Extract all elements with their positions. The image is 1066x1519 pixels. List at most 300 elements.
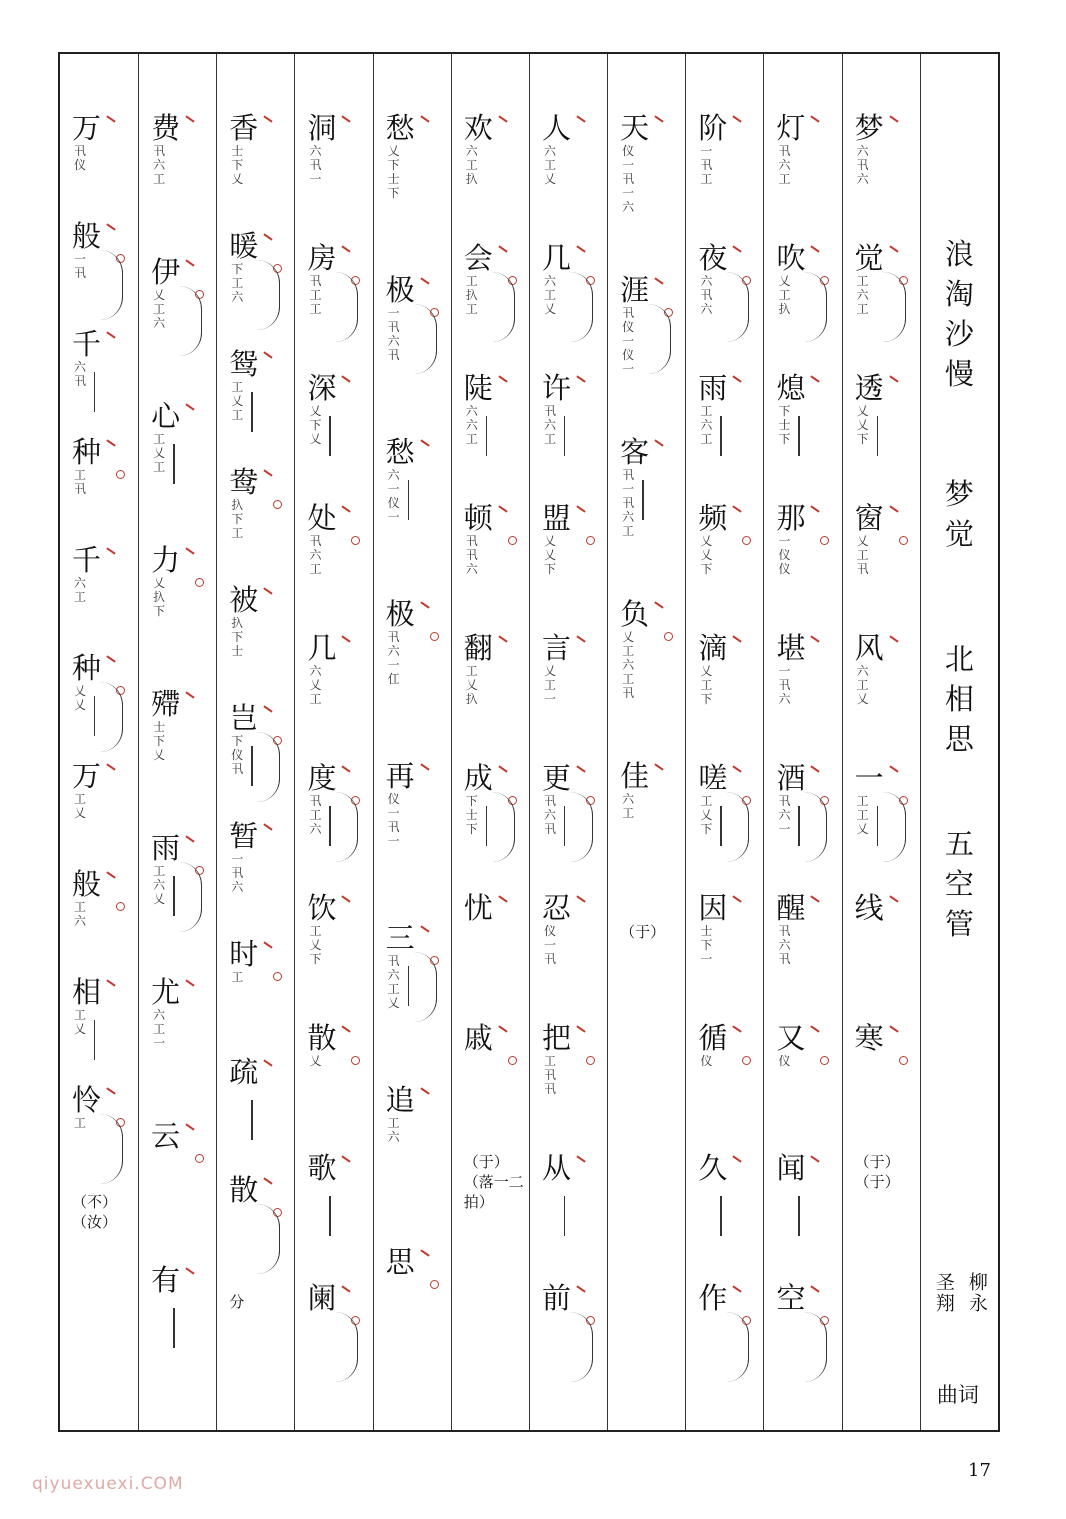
- lyric-char: 阶: [698, 111, 728, 145]
- gongche-note: 六: [543, 274, 556, 288]
- beat-tick-mark: [264, 705, 273, 712]
- lyric-char: 散: [229, 1173, 259, 1207]
- lyric-char: 般: [71, 867, 101, 901]
- gongche-note: 六: [700, 274, 713, 288]
- gongche-note: 下: [231, 158, 244, 172]
- gongche-note: 下: [778, 404, 791, 418]
- lyric-char: 欢: [463, 111, 493, 145]
- lyric-cell: [307, 762, 336, 892]
- gongche-note: 一: [387, 510, 400, 524]
- beat-circle-mark: [116, 470, 125, 479]
- gongche-note: 工: [778, 172, 791, 186]
- lyric-cell: [855, 1022, 900, 1152]
- gongche-note: 下: [309, 952, 322, 966]
- lyric-char: 觉: [854, 241, 884, 275]
- score-column-5: [529, 54, 607, 1430]
- gongche-note: 六: [543, 808, 556, 822]
- beat-tick-mark: [811, 505, 820, 512]
- lyric-cell: [855, 502, 900, 632]
- sustain-line: [564, 1196, 566, 1236]
- gongche-note: 六: [856, 288, 869, 302]
- lyric-cell: [151, 1264, 180, 1408]
- score-frame: [58, 52, 1000, 1432]
- gongche-note: 仪: [622, 144, 635, 158]
- lyric-cell: [72, 544, 117, 652]
- beat-tick-mark: [811, 1285, 820, 1292]
- sustain-line: [486, 806, 488, 846]
- gongche-note: 六: [153, 878, 166, 892]
- gongche-note: 工: [73, 900, 86, 914]
- gongche-note: 仪: [387, 792, 400, 806]
- aside-note: （于）: [854, 1173, 900, 1191]
- gongche-note: 工: [309, 562, 322, 576]
- lyric-cell: [620, 436, 665, 598]
- score-column-6: [451, 54, 529, 1430]
- gongche-note: 下: [153, 734, 166, 748]
- gongche-note: 一: [543, 938, 556, 952]
- beat-circle-mark: [430, 1280, 439, 1289]
- gongche-note: 乂: [856, 418, 869, 432]
- gongche-note: 工: [465, 274, 478, 288]
- lyric-cell: [776, 1282, 805, 1412]
- gongche-note: 士: [153, 720, 166, 734]
- gongche-note: 乂: [622, 630, 635, 644]
- section-title: 梦 觉: [944, 477, 974, 551]
- aside-note: （于）: [854, 1153, 900, 1171]
- lyric-cell: [855, 762, 900, 892]
- lyric-char: 窗: [854, 501, 884, 535]
- lyric-cell: [72, 760, 117, 868]
- sustain-line: [329, 1196, 331, 1236]
- lyric-cell: [776, 762, 805, 892]
- slur-curve: [726, 272, 749, 342]
- beat-tick-mark: [811, 375, 820, 382]
- lyrics-stack: [464, 112, 529, 1212]
- lyric-cell: [386, 436, 415, 598]
- lyric-char: 盟: [541, 501, 571, 535]
- slur-curve: [726, 1312, 749, 1382]
- lyric-cell: [307, 632, 336, 762]
- lyric-cell: [855, 112, 900, 242]
- gongche-note: 一: [622, 158, 635, 172]
- lyric-char: 更: [541, 761, 571, 795]
- aside-note: （于）: [620, 923, 666, 941]
- lyric-cell: [72, 328, 117, 436]
- lyric-char: 心: [151, 399, 181, 433]
- gongche-note: 扖: [465, 172, 478, 186]
- lyric-cell: [307, 372, 336, 502]
- lyric-char: 寒: [854, 1021, 884, 1055]
- lyric-char: 把: [541, 1021, 571, 1055]
- lyric-char: 尤: [151, 975, 181, 1009]
- lyrics-stack: [776, 112, 805, 1412]
- beat-tick-mark: [811, 1155, 820, 1162]
- sustain-line: [408, 966, 410, 1006]
- lyric-char: 种: [71, 435, 101, 469]
- lyric-char: 万: [71, 111, 101, 145]
- gongche-note: 卂: [309, 794, 322, 808]
- gongche-note: 仪: [387, 496, 400, 510]
- slur-curve: [492, 272, 515, 342]
- lyric-char: 熄: [776, 371, 806, 405]
- lyric-char: 种: [71, 651, 101, 685]
- lyric-cell: [386, 598, 415, 760]
- gongche-note: 六: [231, 290, 244, 304]
- beat-tick-mark: [264, 1059, 273, 1066]
- lyric-cell: [776, 632, 805, 762]
- beat-tick-mark: [576, 765, 585, 772]
- lyric-char: 客: [620, 435, 650, 469]
- gongche-note: 工: [700, 432, 713, 446]
- lyric-cell: [151, 112, 180, 256]
- aside-note: （于）: [463, 1153, 509, 1171]
- beat-circle-mark: [195, 1154, 204, 1163]
- gongche-note: 仪: [778, 548, 791, 562]
- gongche-note: 一: [622, 482, 635, 496]
- gongche-note: 六: [153, 1008, 166, 1022]
- gongche-note: 六: [856, 144, 869, 158]
- gongche-note: 工: [700, 404, 713, 418]
- sustain-line: [251, 746, 253, 786]
- sustain-line: [720, 1196, 722, 1236]
- lyric-char: 涯: [620, 273, 650, 307]
- lyric-cell: [855, 632, 900, 762]
- gongche-note: 乂: [700, 808, 713, 822]
- lyric-cell: [229, 1056, 258, 1174]
- gongche-note: 六: [465, 562, 478, 576]
- beat-tick-mark: [185, 835, 194, 842]
- gongche-note: 卂: [309, 158, 322, 172]
- lyrics-stack: [307, 112, 336, 1412]
- lyric-cell: [776, 1152, 805, 1282]
- gongche-note: 乂: [153, 288, 166, 302]
- lyric-char: 度: [307, 761, 337, 795]
- beat-tick-mark: [576, 635, 585, 642]
- lyric-char: 一: [854, 761, 884, 795]
- beat-tick-mark: [185, 115, 194, 122]
- beat-tick-mark: [733, 1285, 742, 1292]
- score-column-9: [216, 54, 294, 1430]
- gongche-note: 六: [73, 360, 86, 374]
- lyric-char: 追: [385, 1083, 415, 1117]
- gongche-note: 下: [231, 262, 244, 276]
- lyric-char: 千: [71, 327, 101, 361]
- gongche-note: 工: [153, 864, 166, 878]
- beat-circle-mark: [351, 536, 360, 545]
- sustain-line: [798, 416, 800, 456]
- lyric-cell: [698, 1022, 727, 1152]
- beat-tick-mark: [264, 233, 273, 240]
- beat-circle-mark: [508, 536, 517, 545]
- gongche-note: 六: [778, 808, 791, 822]
- gongche-note: 六: [622, 510, 635, 524]
- lyric-cell: [307, 112, 336, 242]
- sustain-line: [329, 806, 331, 846]
- gongche-note: 工: [543, 288, 556, 302]
- slur-curve: [414, 304, 437, 374]
- slur-curve: [100, 682, 123, 752]
- gongche-note: 仪: [622, 348, 635, 362]
- gongche-note: 一: [543, 692, 556, 706]
- beat-circle-mark: [820, 536, 829, 545]
- gongche-note: 一: [778, 534, 791, 548]
- gongche-note: 工: [153, 302, 166, 316]
- sustain-line: [173, 1308, 175, 1348]
- beat-tick-mark: [811, 245, 820, 252]
- lyric-cell: [464, 1022, 529, 1152]
- lyrics-stack: [229, 112, 258, 1312]
- lyric-cell: [151, 544, 180, 688]
- gongche-note: 六: [622, 792, 635, 806]
- lyric-char: 夜: [698, 241, 728, 275]
- lyric-cell: [698, 1282, 727, 1412]
- lyric-char: 殢: [151, 687, 181, 721]
- lyric-char: 又: [776, 1021, 806, 1055]
- lyric-char: 暂: [229, 819, 259, 853]
- beat-tick-mark: [342, 505, 351, 512]
- gongche-note: 卂: [387, 630, 400, 644]
- lyric-char: 再: [385, 759, 415, 793]
- gongche-note: 卂: [231, 762, 244, 776]
- gongche-note: 工: [465, 432, 478, 446]
- gongche-note: 工: [73, 1116, 86, 1130]
- gongche-note: 仪: [778, 562, 791, 576]
- gongche-note: 乂: [778, 274, 791, 288]
- gongche-note: 工: [543, 158, 556, 172]
- beat-tick-mark: [811, 635, 820, 642]
- gongche-note: 下: [700, 938, 713, 952]
- lyric-char: 饮: [307, 891, 337, 925]
- gongche-note: 乂: [543, 548, 556, 562]
- beat-tick-mark: [185, 403, 194, 410]
- lyric-char: 频: [698, 501, 728, 535]
- beat-tick-mark: [264, 941, 273, 948]
- beat-tick-mark: [733, 1155, 742, 1162]
- lyric-cell: [542, 632, 571, 762]
- lyric-char: 闻: [776, 1151, 806, 1185]
- lyric-char: 雨: [698, 371, 728, 405]
- gongche-note: 六: [778, 938, 791, 952]
- gongche-note: 卂: [856, 562, 869, 576]
- gongche-note: 卂: [309, 274, 322, 288]
- lyric-cell: [698, 242, 727, 372]
- lyric-cell: [698, 1152, 727, 1282]
- lyric-cell: [72, 220, 117, 328]
- beat-tick-mark: [342, 375, 351, 382]
- gongche-note: 卂: [543, 404, 556, 418]
- gongche-note: 卂: [73, 144, 86, 158]
- lyric-char: 暖: [229, 229, 259, 263]
- slur-curve: [726, 792, 749, 862]
- gongche-note: 工: [73, 468, 86, 482]
- gongche-note: 一: [700, 144, 713, 158]
- gongche-note: 乂: [543, 302, 556, 316]
- gongche-note: 卂: [387, 820, 400, 834]
- gongche-note: 卂: [387, 954, 400, 968]
- gongche-note: 扖: [153, 590, 166, 604]
- beat-tick-mark: [576, 115, 585, 122]
- lyric-cell: [464, 762, 529, 892]
- gongche-note: 六: [856, 172, 869, 186]
- gongche-note: 六: [387, 968, 400, 982]
- gongche-note: 卂: [700, 158, 713, 172]
- slur-curve: [883, 792, 906, 862]
- gongche-note: 六: [700, 418, 713, 432]
- sustain-line: [94, 696, 96, 736]
- score-column-2: [763, 54, 841, 1430]
- lyric-char: 循: [698, 1021, 728, 1055]
- lyric-cell: [386, 922, 415, 1084]
- lyric-char: 那: [776, 501, 806, 535]
- gongche-note: 六: [856, 664, 869, 678]
- gongche-note: 六: [309, 144, 322, 158]
- gongche-note: 工: [622, 806, 635, 820]
- lyric-char: 愁: [385, 435, 415, 469]
- lyrics-stack: [542, 112, 571, 1412]
- slur-curve: [648, 304, 671, 374]
- beat-circle-mark: [742, 536, 751, 545]
- beat-tick-mark: [420, 439, 429, 446]
- score-column-7: [373, 54, 451, 1430]
- gongche-note: 乂: [231, 394, 244, 408]
- lyric-char: 千: [71, 543, 101, 577]
- beat-tick-mark: [420, 763, 429, 770]
- gongche-note: 下: [543, 562, 556, 576]
- lyric-char: 负: [620, 597, 650, 631]
- gongche-note: 仪: [622, 320, 635, 334]
- gongche-note: 工: [543, 1054, 556, 1068]
- lyric-char: 歌: [307, 1151, 337, 1185]
- gongche-note: 工: [856, 274, 869, 288]
- gongche-note: 工: [309, 692, 322, 706]
- gongche-note: 乂: [309, 404, 322, 418]
- lyric-cell: [151, 832, 180, 976]
- sustain-line: [720, 416, 722, 456]
- gongche-note: 卂: [778, 144, 791, 158]
- title-column: [920, 54, 998, 1430]
- lyric-char: 房: [307, 241, 337, 275]
- gongche-note: 下: [778, 432, 791, 446]
- lyric-cell: [542, 762, 571, 892]
- lyric-cell: [229, 584, 258, 702]
- gongche-note: 一: [700, 952, 713, 966]
- gongche-note: 乂: [387, 996, 400, 1010]
- gongche-note: 乂: [231, 172, 244, 186]
- gongche-note: 工: [465, 158, 478, 172]
- gongche-note: 一: [387, 306, 400, 320]
- beat-circle-mark: [742, 1056, 751, 1065]
- lyric-cell: [229, 1174, 258, 1292]
- lyric-char: 疏: [229, 1055, 259, 1089]
- beat-tick-mark: [185, 259, 194, 266]
- beat-tick-mark: [185, 547, 194, 554]
- beat-tick-mark: [576, 1025, 585, 1032]
- lyric-char: 伊: [151, 255, 181, 289]
- gongche-note: 乂: [700, 548, 713, 562]
- gongche-note: 工: [73, 590, 86, 604]
- gongche-note: 一: [387, 658, 400, 672]
- lyric-char: 力: [151, 543, 181, 577]
- lyric-char: 极: [385, 273, 415, 307]
- gongche-note: 卂: [543, 822, 556, 836]
- lyric-cell: [620, 274, 665, 436]
- gongche-note: 工: [465, 302, 478, 316]
- slur-curve: [179, 862, 202, 932]
- beat-circle-mark: [116, 902, 125, 911]
- gongche-note: 扖: [231, 498, 244, 512]
- beat-tick-mark: [811, 765, 820, 772]
- gongche-note: 工: [73, 1008, 86, 1022]
- beat-tick-mark: [733, 765, 742, 772]
- page-number: 17: [968, 1460, 991, 1481]
- gongche-note: 仪: [700, 1054, 713, 1068]
- lyric-cell: [855, 892, 900, 1022]
- lyric-cell: [855, 242, 900, 372]
- beat-tick-mark: [811, 115, 820, 122]
- gongche-note: 工: [543, 432, 556, 446]
- score-column-3: [685, 54, 763, 1430]
- gongche-note: 六: [387, 334, 400, 348]
- gongche-note: 乂: [856, 534, 869, 548]
- gongche-note: 乂: [309, 938, 322, 952]
- lyric-char: 顿: [463, 501, 493, 535]
- slur-curve: [414, 952, 437, 1022]
- sustain-line: [173, 444, 175, 484]
- gongche-note: 士: [778, 418, 791, 432]
- lyric-cell: [464, 632, 529, 762]
- gongche-note: 工: [231, 408, 244, 422]
- beat-circle-mark: [899, 1056, 908, 1065]
- gongche-note: 六: [73, 576, 86, 590]
- gongche-note: 乂: [543, 534, 556, 548]
- gongche-note: 卂: [543, 1082, 556, 1096]
- lyric-char: 深: [307, 371, 337, 405]
- lyric-char: 滴: [698, 631, 728, 665]
- lyric-cell: [542, 242, 571, 372]
- lyric-char: 空: [776, 1281, 806, 1315]
- gongche-note: 工: [309, 924, 322, 938]
- gongche-note: 卂: [622, 496, 635, 510]
- gongche-note: 工: [700, 172, 713, 186]
- lyric-char: 人: [541, 111, 571, 145]
- gongche-note: 乂: [700, 534, 713, 548]
- sustain-line: [798, 1196, 800, 1236]
- gongche-note: 一: [73, 252, 86, 266]
- lyric-char: 阑: [307, 1281, 337, 1315]
- lyric-cell: [386, 274, 415, 436]
- sustain-line: [564, 416, 566, 456]
- lyric-cell: [542, 502, 571, 632]
- beat-tick-mark: [342, 115, 351, 122]
- gongche-note: 工: [700, 794, 713, 808]
- gongche-note: 下: [387, 186, 400, 200]
- lyric-char: 几: [541, 241, 571, 275]
- gongche-note: 卂: [622, 306, 635, 320]
- lyric-char: 岂: [229, 701, 259, 735]
- gongche-note: 下: [309, 418, 322, 432]
- gongche-note: 六: [231, 880, 244, 894]
- gongche-note: 乂: [153, 446, 166, 460]
- lyric-cell: [229, 112, 258, 230]
- gongche-note: 扖: [465, 692, 478, 706]
- beat-tick-mark: [185, 979, 194, 986]
- lyric-char: 天: [620, 111, 650, 145]
- gongche-note: 下: [700, 562, 713, 576]
- lyric-cell: [698, 762, 727, 892]
- sustain-line: [94, 1020, 96, 1060]
- beat-tick-mark: [576, 1285, 585, 1292]
- beat-tick-mark: [811, 895, 820, 902]
